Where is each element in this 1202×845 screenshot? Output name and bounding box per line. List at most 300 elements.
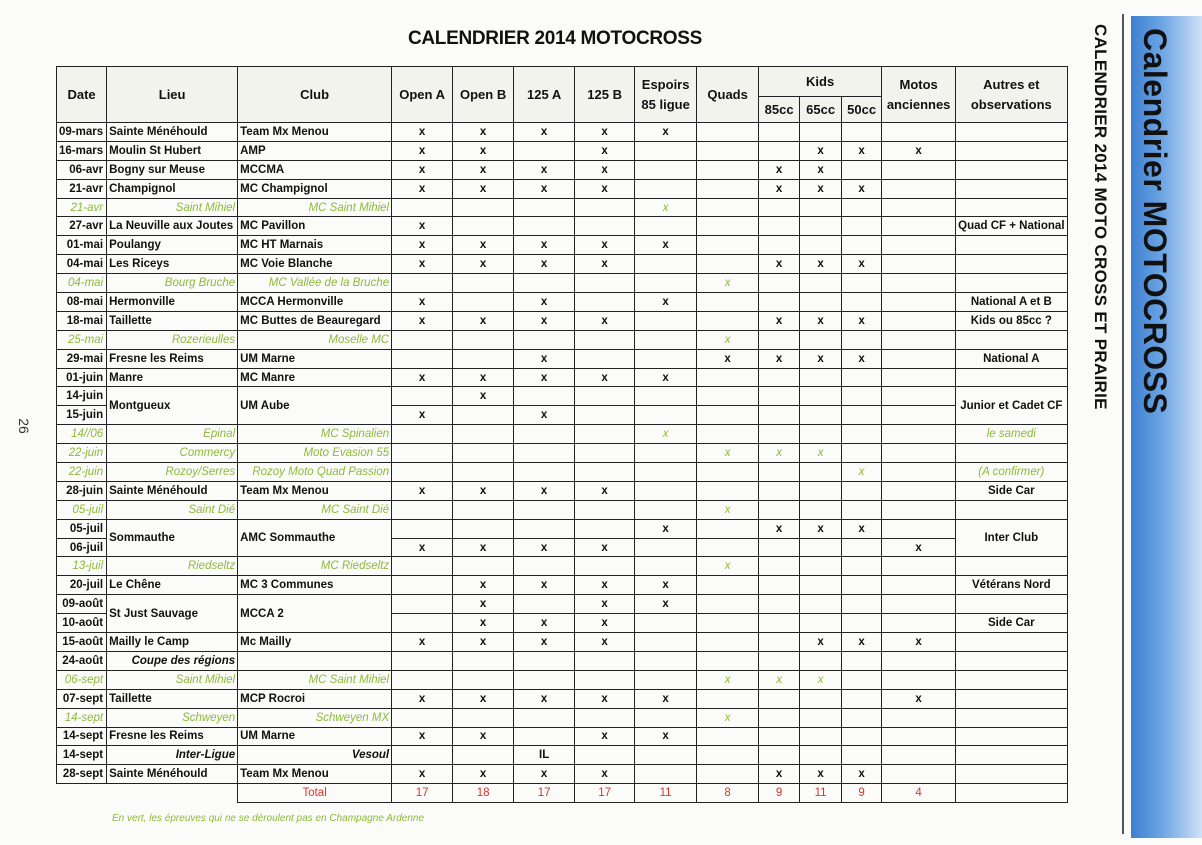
- cell-lieu: Le Chêne: [107, 576, 238, 595]
- cell-observations: le samedi: [956, 425, 1067, 444]
- cell-club: MC Saint Mihiel: [238, 198, 392, 217]
- cell-date: 16-mars: [57, 141, 107, 160]
- table-row: [57, 444, 1068, 463]
- page-number: 26: [15, 418, 32, 434]
- cell-quads: [697, 255, 759, 274]
- cell-50cc: [842, 727, 882, 746]
- cell-85cc: x: [759, 311, 800, 330]
- cell-club: Team Mx Menou: [238, 765, 392, 784]
- cell-85cc: [759, 217, 800, 236]
- cell-open-a: [392, 670, 453, 689]
- table-row: [57, 708, 1068, 727]
- cell-date: 14-sept: [57, 708, 107, 727]
- cell-observations: [956, 330, 1067, 349]
- cell-observations: [956, 727, 1067, 746]
- header-kids: Kids: [759, 67, 882, 97]
- cell-date: 07-sept: [57, 689, 107, 708]
- cell-espoirs: [635, 538, 697, 557]
- cell-motos: [882, 198, 956, 217]
- cell-lieu: Saint Mihiel: [107, 198, 238, 217]
- cell-125b: x: [575, 255, 635, 274]
- cell-50cc: x: [842, 463, 882, 482]
- cell-125b: x: [575, 311, 635, 330]
- cell-125a: [514, 330, 575, 349]
- cell-open-a: [392, 198, 453, 217]
- cell-observations: Junior et Cadet CF: [956, 387, 1067, 425]
- cell-85cc: [759, 123, 800, 142]
- cell-125b: [575, 387, 635, 406]
- table-row: [57, 311, 1068, 330]
- cell-125a: x: [514, 481, 575, 500]
- cell-espoirs: x: [635, 236, 697, 255]
- cell-open-b: [453, 444, 514, 463]
- cell-85cc: [759, 425, 800, 444]
- cell-observations: [956, 670, 1067, 689]
- cell-observations: (A confirmer): [956, 463, 1067, 482]
- table-row: [57, 746, 1068, 765]
- cell-125b: [575, 519, 635, 538]
- cell-motos: [882, 123, 956, 142]
- cell-50cc: x: [842, 519, 882, 538]
- cell-lieu: Bourg Bruche: [107, 274, 238, 293]
- cell-125a: [514, 444, 575, 463]
- cell-club: MCCMA: [238, 160, 392, 179]
- cell-quads: [697, 519, 759, 538]
- cell-club: MCCA 2: [238, 595, 392, 633]
- cell-125a: x: [514, 349, 575, 368]
- cell-open-a: x: [392, 727, 453, 746]
- cell-espoirs: x: [635, 689, 697, 708]
- cell-open-b: [453, 500, 514, 519]
- cell-espoirs: [635, 179, 697, 198]
- cell-50cc: x: [842, 765, 882, 784]
- cell-lieu: Taillette: [107, 311, 238, 330]
- cell-85cc: x: [759, 519, 800, 538]
- header-85cc: 85cc: [759, 97, 800, 123]
- cell-125a: [514, 557, 575, 576]
- cell-lieu: Rozoy/Serres: [107, 463, 238, 482]
- cell-65cc: [800, 425, 842, 444]
- table-row: [57, 349, 1068, 368]
- cell-85cc: x: [759, 160, 800, 179]
- cell-club: Moselle MC: [238, 330, 392, 349]
- cell-date: 14-sept: [57, 746, 107, 765]
- cell-quads: [697, 179, 759, 198]
- cell-65cc: x: [800, 349, 842, 368]
- cell-club: MC 3 Communes: [238, 576, 392, 595]
- cell-125a: [514, 670, 575, 689]
- cell-quads: [697, 633, 759, 652]
- cell-observations: [956, 633, 1067, 652]
- cell-125b: x: [575, 727, 635, 746]
- cell-125b: [575, 406, 635, 425]
- cell-125a: x: [514, 123, 575, 142]
- cell-125b: [575, 500, 635, 519]
- cell-85cc: [759, 330, 800, 349]
- cell-open-b: [453, 463, 514, 482]
- cell-club: MC Voie Blanche: [238, 255, 392, 274]
- cell-125b: x: [575, 368, 635, 387]
- cell-lieu: Taillette: [107, 689, 238, 708]
- cell-open-b: x: [453, 141, 514, 160]
- cell-observations: National A et B: [956, 293, 1067, 312]
- cell-club: MC Pavillon: [238, 217, 392, 236]
- cell-motos: [882, 651, 956, 670]
- cell-125a: IL: [514, 746, 575, 765]
- cell-observations: [956, 444, 1067, 463]
- cell-65cc: [800, 406, 842, 425]
- cell-open-a: [392, 557, 453, 576]
- cell-65cc: [800, 330, 842, 349]
- cell-open-a: [392, 746, 453, 765]
- cell-espoirs: [635, 255, 697, 274]
- cell-quads: [697, 368, 759, 387]
- cell-motos: [882, 746, 956, 765]
- header-club: Club: [238, 67, 392, 123]
- header-espoirs: Espoirs 85 ligue: [635, 67, 697, 123]
- cell-quads: [697, 160, 759, 179]
- cell-observations: [956, 198, 1067, 217]
- cell-65cc: x: [800, 519, 842, 538]
- total-row: [57, 784, 1068, 803]
- cell-quads: [697, 293, 759, 312]
- cell-50cc: [842, 614, 882, 633]
- cell-espoirs: x: [635, 293, 697, 312]
- cell-club: MCCA Hermonville: [238, 293, 392, 312]
- cell-lieu: Les Riceys: [107, 255, 238, 274]
- cell-50cc: x: [842, 349, 882, 368]
- total-motos: 4: [882, 784, 956, 803]
- cell-open-b: x: [453, 160, 514, 179]
- cell-open-b: x: [453, 633, 514, 652]
- cell-125a: [514, 141, 575, 160]
- cell-125b: [575, 217, 635, 236]
- cell-espoirs: x: [635, 519, 697, 538]
- cell-open-a: x: [392, 217, 453, 236]
- cell-club: Schweyen MX: [238, 708, 392, 727]
- cell-125b: x: [575, 538, 635, 557]
- cell-85cc: [759, 141, 800, 160]
- cell-motos: [882, 311, 956, 330]
- header-autres: Autres et observations: [956, 67, 1067, 123]
- cell-65cc: [800, 368, 842, 387]
- cell-espoirs: x: [635, 727, 697, 746]
- cell-125b: [575, 746, 635, 765]
- table-row: [57, 651, 1068, 670]
- cell-espoirs: [635, 614, 697, 633]
- cell-motos: [882, 500, 956, 519]
- cell-date: 13-juil: [57, 557, 107, 576]
- cell-lieu: Manre: [107, 368, 238, 387]
- cell-85cc: [759, 274, 800, 293]
- cell-lieu: Moulin St Hubert: [107, 141, 238, 160]
- side-title-small: CALENDRIER 2014 MOTO CROSS ET PRAIRIE: [1091, 24, 1110, 410]
- cell-open-a: [392, 614, 453, 633]
- cell-50cc: [842, 481, 882, 500]
- cell-observations: [956, 179, 1067, 198]
- cell-open-b: x: [453, 368, 514, 387]
- cell-125b: [575, 349, 635, 368]
- cell-club: MC Saint Dié: [238, 500, 392, 519]
- cell-50cc: [842, 425, 882, 444]
- cell-club: MC Riedseltz: [238, 557, 392, 576]
- cell-50cc: [842, 689, 882, 708]
- cell-observations: [956, 368, 1067, 387]
- cell-lieu: Sommauthe: [107, 519, 238, 557]
- cell-quads: x: [697, 557, 759, 576]
- cell-espoirs: [635, 708, 697, 727]
- cell-65cc: [800, 463, 842, 482]
- total-125b: 17: [575, 784, 635, 803]
- cell-125b: x: [575, 160, 635, 179]
- cell-motos: [882, 160, 956, 179]
- cell-open-b: x: [453, 311, 514, 330]
- cell-espoirs: [635, 481, 697, 500]
- cell-quads: [697, 538, 759, 557]
- cell-65cc: [800, 293, 842, 312]
- cell-quads: [697, 651, 759, 670]
- total-50cc: 9: [842, 784, 882, 803]
- cell-motos: [882, 614, 956, 633]
- cell-50cc: x: [842, 141, 882, 160]
- cell-85cc: [759, 727, 800, 746]
- cell-open-b: x: [453, 236, 514, 255]
- cell-date: 06-avr: [57, 160, 107, 179]
- cell-quads: [697, 689, 759, 708]
- cell-125a: [514, 708, 575, 727]
- cell-motos: [882, 330, 956, 349]
- cell-125b: x: [575, 179, 635, 198]
- cell-lieu: Sainte Ménéhould: [107, 123, 238, 142]
- cell-open-a: x: [392, 481, 453, 500]
- cell-club: MC Champignol: [238, 179, 392, 198]
- cell-125a: x: [514, 538, 575, 557]
- cell-65cc: [800, 614, 842, 633]
- cell-65cc: [800, 746, 842, 765]
- cell-date: 18-mai: [57, 311, 107, 330]
- cell-50cc: [842, 217, 882, 236]
- cell-open-b: [453, 198, 514, 217]
- cell-quads: [697, 481, 759, 500]
- cell-open-b: x: [453, 727, 514, 746]
- table-row: [57, 765, 1068, 784]
- cell-50cc: [842, 274, 882, 293]
- cell-quads: [697, 141, 759, 160]
- cell-125a: [514, 198, 575, 217]
- cell-date: 01-mai: [57, 236, 107, 255]
- cell-observations: Side Car: [956, 481, 1067, 500]
- cell-quads: [697, 614, 759, 633]
- cell-85cc: x: [759, 179, 800, 198]
- cell-date: 21-avr: [57, 198, 107, 217]
- cell-open-b: [453, 746, 514, 765]
- cell-85cc: [759, 633, 800, 652]
- cell-date: 06-juil: [57, 538, 107, 557]
- cell-date: 21-avr: [57, 179, 107, 198]
- cell-open-a: x: [392, 123, 453, 142]
- cell-65cc: x: [800, 670, 842, 689]
- cell-125a: x: [514, 576, 575, 595]
- cell-85cc: x: [759, 255, 800, 274]
- cell-65cc: [800, 651, 842, 670]
- cell-50cc: [842, 293, 882, 312]
- cell-85cc: [759, 576, 800, 595]
- cell-date: 22-juin: [57, 463, 107, 482]
- cell-quads: [697, 425, 759, 444]
- header-lieu: Lieu: [107, 67, 238, 123]
- cell-85cc: [759, 387, 800, 406]
- cell-club: Rozoy Moto Quad Passion: [238, 463, 392, 482]
- cell-date: 24-août: [57, 651, 107, 670]
- cell-open-b: x: [453, 576, 514, 595]
- cell-open-b: x: [453, 255, 514, 274]
- header-65cc: 65cc: [800, 97, 842, 123]
- cell-observations: [956, 255, 1067, 274]
- cell-50cc: [842, 330, 882, 349]
- cell-espoirs: [635, 311, 697, 330]
- table-row: [57, 217, 1068, 236]
- cell-lieu: Sainte Ménéhould: [107, 481, 238, 500]
- cell-open-b: [453, 651, 514, 670]
- cell-lieu: Hermonville: [107, 293, 238, 312]
- cell-date: 14-sept: [57, 727, 107, 746]
- cell-open-a: [392, 651, 453, 670]
- cell-quads: x: [697, 349, 759, 368]
- cell-espoirs: x: [635, 425, 697, 444]
- cell-observations: [956, 651, 1067, 670]
- cell-espoirs: x: [635, 595, 697, 614]
- cell-50cc: x: [842, 255, 882, 274]
- total-85cc: 9: [759, 784, 800, 803]
- cell-125a: [514, 651, 575, 670]
- cell-club: MC HT Marnais: [238, 236, 392, 255]
- table-row: [57, 425, 1068, 444]
- cell-club: Mc Mailly: [238, 633, 392, 652]
- cell-open-b: [453, 406, 514, 425]
- page-title: CALENDRIER 2014 MOTOCROSS: [407, 28, 703, 49]
- cell-observations: [956, 708, 1067, 727]
- cell-125b: x: [575, 614, 635, 633]
- cell-lieu: Montgueux: [107, 387, 238, 425]
- cell-club: UM Aube: [238, 387, 392, 425]
- cell-open-a: [392, 274, 453, 293]
- cell-open-b: [453, 425, 514, 444]
- cell-date: 15-juin: [57, 406, 107, 425]
- cell-open-a: x: [392, 311, 453, 330]
- cell-65cc: [800, 217, 842, 236]
- cell-date: 08-mai: [57, 293, 107, 312]
- cell-125a: x: [514, 689, 575, 708]
- cell-open-b: x: [453, 481, 514, 500]
- cell-lieu: Fresne les Reims: [107, 727, 238, 746]
- cell-club: UM Marne: [238, 349, 392, 368]
- cell-open-b: [453, 557, 514, 576]
- table-row: [57, 123, 1068, 142]
- cell-open-b: [453, 330, 514, 349]
- cell-open-a: [392, 425, 453, 444]
- total-blank: [57, 784, 107, 803]
- side-title-large: Calendrier MOTOCROSS: [1137, 28, 1173, 415]
- cell-125a: x: [514, 236, 575, 255]
- cell-125a: x: [514, 368, 575, 387]
- cell-50cc: x: [842, 633, 882, 652]
- cell-85cc: x: [759, 349, 800, 368]
- cell-quads: x: [697, 444, 759, 463]
- cell-quads: [697, 463, 759, 482]
- cell-125b: x: [575, 481, 635, 500]
- cell-125b: [575, 463, 635, 482]
- cell-motos: [882, 670, 956, 689]
- total-label: Total: [238, 784, 392, 803]
- cell-125b: x: [575, 689, 635, 708]
- table-row: [57, 576, 1068, 595]
- header-open-b: Open B: [453, 67, 514, 123]
- header-125a: 125 A: [514, 67, 575, 123]
- cell-lieu: St Just Sauvage: [107, 595, 238, 633]
- cell-date: 09-août: [57, 595, 107, 614]
- cell-lieu: La Neuville aux Joutes: [107, 217, 238, 236]
- cell-club: [238, 651, 392, 670]
- cell-lieu: Champignol: [107, 179, 238, 198]
- header-motos: Motos anciennes: [882, 67, 956, 123]
- cell-lieu: Commercy: [107, 444, 238, 463]
- cell-open-a: x: [392, 689, 453, 708]
- cell-50cc: [842, 368, 882, 387]
- cell-50cc: [842, 670, 882, 689]
- table-row: [57, 463, 1068, 482]
- cell-50cc: [842, 576, 882, 595]
- cell-espoirs: [635, 217, 697, 236]
- cell-date: 09-mars: [57, 123, 107, 142]
- cell-quads: [697, 123, 759, 142]
- cell-quads: x: [697, 500, 759, 519]
- cell-open-b: x: [453, 614, 514, 633]
- cell-club: Vesoul: [238, 746, 392, 765]
- cell-lieu: Riedseltz: [107, 557, 238, 576]
- cell-open-b: x: [453, 123, 514, 142]
- cell-motos: [882, 463, 956, 482]
- cell-observations: [956, 689, 1067, 708]
- cell-lieu: Coupe des régions: [107, 651, 238, 670]
- table-row: [57, 595, 1068, 614]
- cell-open-a: x: [392, 179, 453, 198]
- cell-date: 04-mai: [57, 255, 107, 274]
- cell-125b: x: [575, 236, 635, 255]
- cell-125b: [575, 444, 635, 463]
- cell-motos: [882, 387, 956, 406]
- cell-85cc: [759, 538, 800, 557]
- cell-club: Team Mx Menou: [238, 481, 392, 500]
- cell-club: AMP: [238, 141, 392, 160]
- cell-espoirs: [635, 141, 697, 160]
- cell-espoirs: x: [635, 123, 697, 142]
- cell-125b: x: [575, 576, 635, 595]
- cell-50cc: x: [842, 179, 882, 198]
- total-espoirs: 11: [635, 784, 697, 803]
- cell-65cc: [800, 236, 842, 255]
- cell-motos: [882, 217, 956, 236]
- cell-espoirs: x: [635, 368, 697, 387]
- cell-motos: [882, 236, 956, 255]
- cell-50cc: x: [842, 311, 882, 330]
- cell-quads: [697, 765, 759, 784]
- cell-125a: x: [514, 614, 575, 633]
- cell-85cc: x: [759, 444, 800, 463]
- total-125a: 17: [514, 784, 575, 803]
- cell-open-a: x: [392, 141, 453, 160]
- cell-motos: [882, 425, 956, 444]
- cell-espoirs: [635, 274, 697, 293]
